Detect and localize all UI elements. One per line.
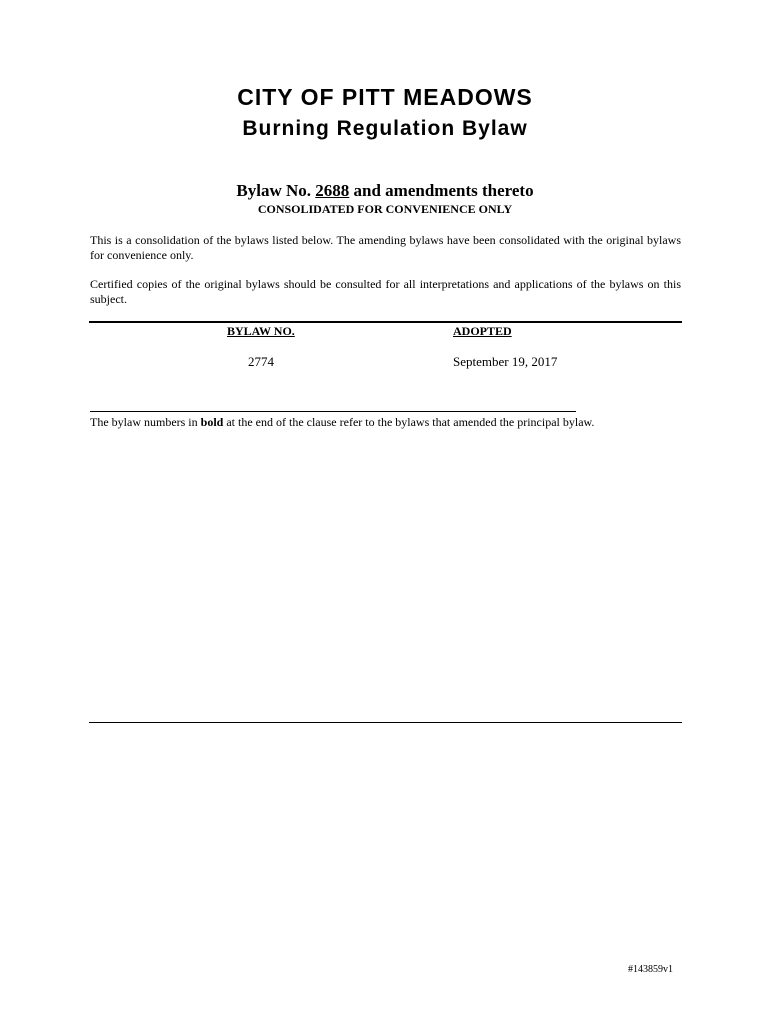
- footnote-text-start: The bylaw numbers in: [90, 415, 201, 429]
- footnote-text-end: at the end of the clause refer to the bylaws that amended the principal bylaw.: [223, 415, 595, 429]
- certified-copies-paragraph: Certified copies of the original bylaws should be consulted for all interpretations and applications of the bylaws on this subject.: [90, 277, 681, 306]
- table-top-rule: [89, 321, 682, 323]
- table-cell-adopted: September 19, 2017: [453, 354, 558, 369]
- consolidated-note: CONSOLIDATED FOR CONVENIENCE ONLY: [257, 202, 513, 216]
- footnote: [90, 415, 594, 430]
- consolidation-paragraph: This is a consolidation of the bylaws listed below. The amending bylaws have been consolidated with the original bylaws for convenience only.: [90, 233, 681, 262]
- bylaw-number: 2688: [315, 181, 350, 200]
- bylaw-heading: [0, 181, 770, 201]
- bylaw-suffix: and amendments thereto: [353, 181, 534, 200]
- table-cell-bylaw-no: 2774: [248, 354, 274, 369]
- document-reference: #143859v1: [628, 964, 673, 975]
- footnote-bold-word: bold: [200, 415, 224, 429]
- bylaw-prefix: Bylaw No.: [236, 181, 312, 200]
- document-title: CITY OF PITT MEADOWS: [237, 84, 533, 110]
- bottom-rule: [89, 722, 682, 723]
- document-subtitle: Burning Regulation Bylaw: [242, 117, 528, 140]
- footnote-rule: [90, 411, 576, 412]
- column-header-adopted: ADOPTED: [453, 324, 512, 338]
- column-header-bylaw-no: BYLAW NO.: [227, 324, 295, 338]
